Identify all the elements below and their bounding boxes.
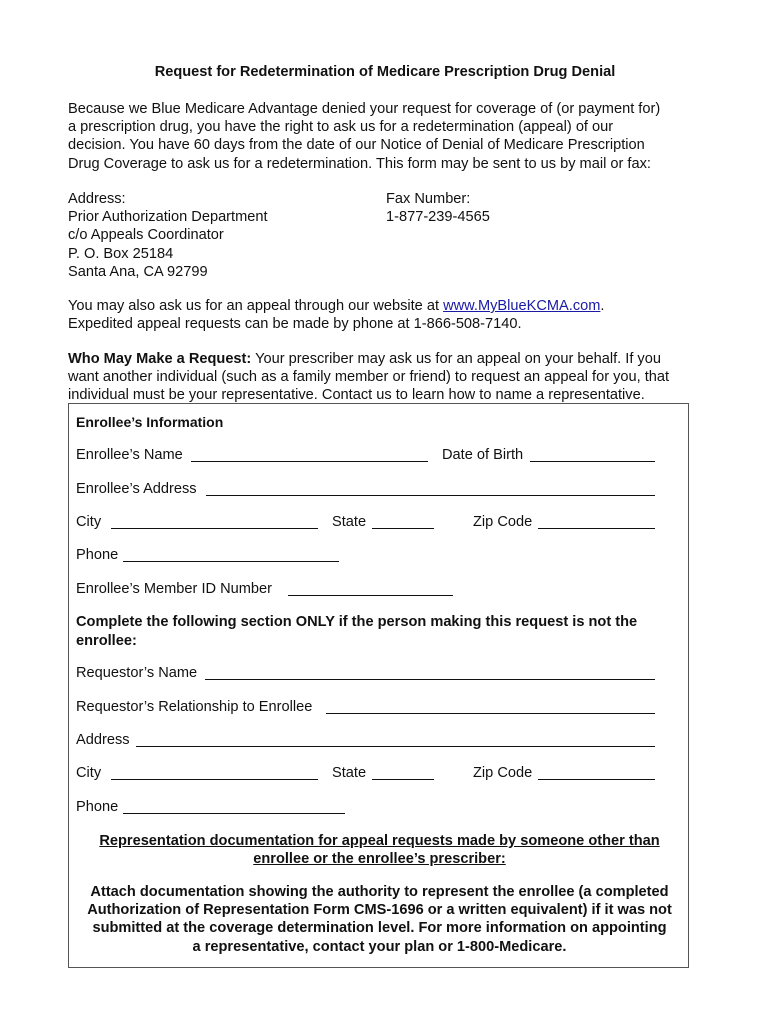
address-line: P. O. Box 25184	[68, 245, 174, 262]
date-of-birth-field[interactable]	[530, 461, 655, 462]
address-line: Santa Ana, CA 92799	[68, 263, 208, 280]
fax-label: Fax Number:	[386, 191, 471, 207]
requestor-relationship-label: Requestor’s Relationship to Enrollee	[76, 699, 313, 715]
attach-line: Authorization of Representation Form CMS-1696 or a written equivalent) if it was not	[87, 902, 672, 919]
requestor-city-label: City	[76, 765, 102, 781]
city-label: City	[76, 514, 102, 530]
city-field[interactable]	[111, 528, 318, 529]
note-line: enrollee:	[76, 632, 137, 649]
who-label: Who May Make a Request:	[68, 351, 252, 367]
address-line: Prior Authorization Department	[68, 209, 268, 226]
requestor-name-label: Requestor’s Name	[76, 665, 198, 681]
website-text: You may also ask us for an appeal through our website at	[68, 298, 444, 314]
enrollee-address-field[interactable]	[206, 495, 655, 496]
zip-code-field[interactable]	[538, 528, 655, 529]
zip-code-label: Zip Code	[473, 514, 533, 530]
intro-line: decision. You have 60 days from the date of our Notice of Denial of Medicare Prescription	[68, 137, 645, 154]
who-line: want another individual (such as a family member or friend) to request an appeal for you, that	[68, 369, 670, 386]
intro-paragraph	[68, 100, 708, 173]
rep-heading-line: Representation documentation for appeal requests made by someone other than	[99, 833, 660, 849]
requestor-city-field[interactable]	[111, 779, 318, 780]
requestor-state-label: State	[332, 765, 367, 781]
requestor-zip-label: Zip Code	[473, 765, 533, 781]
who-may-request-paragraph	[68, 350, 708, 405]
enrollee-name-label: Enrollee’s Name	[76, 447, 183, 463]
website-link[interactable]: www.MyBlueKCMA.com	[443, 298, 601, 314]
date-of-birth-label: Date of Birth	[442, 447, 524, 463]
requestor-name-field[interactable]	[205, 679, 655, 680]
attach-line: submitted at the coverage determination level. For more information on appointing	[92, 920, 667, 937]
expedited-line: Expedited appeal requests can be made by phone at 1-866-508-7140.	[68, 316, 522, 333]
website-paragraph	[68, 297, 708, 333]
address-line: c/o Appeals Coordinator	[68, 227, 224, 244]
requestor-phone-field[interactable]	[123, 813, 345, 814]
enrollee-form-box	[68, 403, 689, 968]
requestor-state-field[interactable]	[372, 779, 434, 780]
state-label: State	[332, 514, 367, 530]
attach-documentation-note	[69, 883, 690, 956]
requestor-address-field[interactable]	[136, 746, 655, 747]
intro-line: Drug Coverage to ask us for a redetermination. This form may be sent to us by mail or fax:	[68, 155, 651, 172]
requestor-relationship-field[interactable]	[326, 713, 655, 714]
note-line: Complete the following section ONLY if the person making this request is not the	[76, 614, 638, 630]
who-line: individual must be your representative. Contact us to learn how to name a representative.	[68, 387, 645, 404]
requestor-phone-label: Phone	[76, 799, 119, 815]
requestor-address-label: Address	[76, 732, 130, 748]
enrollee-name-field[interactable]	[191, 461, 428, 462]
mailing-address	[68, 190, 268, 281]
enrollee-info-heading: Enrollee’s Information	[76, 414, 224, 430]
website-line	[68, 297, 708, 315]
who-text: Your prescriber may ask us for an appeal on your behalf. If you	[251, 351, 661, 367]
enrollee-address-label: Enrollee’s Address	[76, 481, 197, 497]
representation-heading	[69, 832, 690, 868]
attach-line: Attach documentation showing the authority to represent the enrollee (a completed	[90, 884, 669, 900]
fax-info	[386, 190, 490, 226]
address-label: Address:	[68, 191, 126, 207]
phone-label: Phone	[76, 547, 119, 563]
website-period: .	[600, 298, 605, 314]
state-field[interactable]	[372, 528, 434, 529]
fax-number: 1-877-239-4565	[386, 209, 490, 226]
requestor-section-note	[76, 613, 676, 650]
who-line	[68, 350, 708, 368]
intro-line: a prescription drug, you have the right to ask us for a redetermination (appeal) of our	[68, 119, 614, 136]
intro-line: Because we Blue Medicare Advantage denied your request for coverage of (or payment for)	[68, 101, 661, 117]
requestor-zip-field[interactable]	[538, 779, 655, 780]
document-title: Request for Redetermination of Medicare Prescription Drug Denial	[154, 64, 616, 80]
phone-field[interactable]	[123, 561, 339, 562]
rep-heading-line: enrollee or the enrollee’s prescriber:	[253, 851, 506, 867]
member-id-label: Enrollee’s Member ID Number	[76, 581, 273, 597]
member-id-field[interactable]	[288, 595, 453, 596]
attach-line: a representative, contact your plan or 1-800-Medicare.	[192, 938, 567, 955]
